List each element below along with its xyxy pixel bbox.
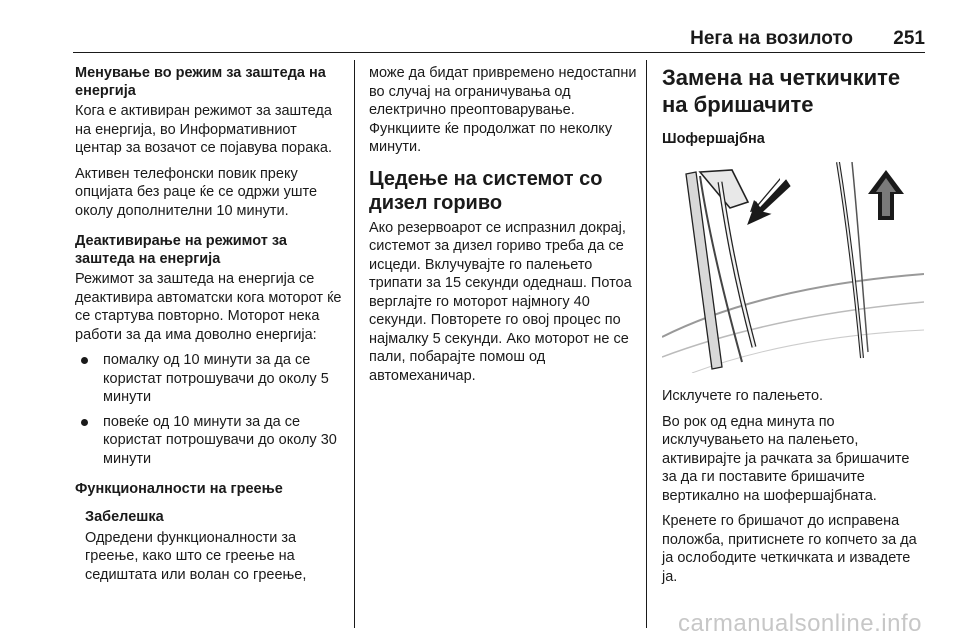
paragraph: Исклучете го палењето. xyxy=(662,388,824,404)
wiper-illustration xyxy=(662,162,924,373)
page-title: Нега на возилото xyxy=(690,28,853,49)
paragraph: Режимот за заштеда на енергија се деактивира автоматски кога моторот ќе се стартува повторно. Моторот нека работи за да има доволно енергија: xyxy=(75,271,342,343)
heading-wiper-replacement: Замена на четкичките на бришачите xyxy=(662,65,901,117)
paragraph: Кренете го бришачот до исправена положба, притиснете го копчето за да ја ослободите четкичката и извадете ја. xyxy=(662,513,917,585)
heading-energy-save: Менување во режим за заштеда на енергија xyxy=(75,65,326,99)
heading-deactivate: Деактивирање на режимот за заштеда на енергија xyxy=(75,233,287,267)
column-2 xyxy=(369,64,637,392)
bullet-icon xyxy=(81,357,88,364)
note-text: Одредени функционалности за греење, како што се греење на седиштата или волан со греење, xyxy=(85,529,307,583)
list-item-text: помалку од 10 минути за да се користат потрошувачи до околу 5 минути xyxy=(103,352,329,405)
list-item-text: повеќе од 10 минути за да се користат потрошувачи до околу 30 минути xyxy=(103,413,337,467)
watermark: carmanualsonline.info xyxy=(678,610,922,637)
page-header xyxy=(73,22,925,52)
column-divider-1 xyxy=(354,60,355,628)
column-divider-2 xyxy=(646,60,647,628)
header-rule xyxy=(73,52,925,53)
heading-diesel: Цедење на системот со дизел гориво xyxy=(369,167,603,214)
paragraph: Ако резервоарот се испразнил докрај, системот за дизел гориво треба да се исцеди. Вклучувајте го палењето трипати за 15 секунди одеднаш. Потоа верглајте го моторот најмногу 40 секунди. Повторете го овој процес по најмалку 5 секунди. Ако моторот не се пали, побарајте помош од автомеханичар. xyxy=(369,219,632,384)
bullet-list xyxy=(75,351,347,468)
note-box xyxy=(75,508,347,584)
column-1 xyxy=(75,64,347,591)
heading-heating: Функционалности на греење xyxy=(75,481,283,497)
paragraph: може да бидат привремено недостапни во случај на ограничувања од електрично преоптоварување. Функциите ќе продолжат по неколку минути. xyxy=(369,65,637,155)
bullet-icon xyxy=(81,419,88,426)
page-number: 251 xyxy=(893,28,925,49)
paragraph: Кога е активиран режимот за заштеда на енергија, во Информативниот центар за возачот се појавува порака. xyxy=(75,103,333,156)
heading-windshield: Шофершајбна xyxy=(662,131,765,147)
note-title: Забелешка xyxy=(85,509,164,525)
paragraph: Во рок од една минута по исклучувањето на палењето, активирајте ја рачката за бришачите за да ги поставите бришачите вертикално на шофершајбната. xyxy=(662,413,910,504)
paragraph: Активен телефонски повик преку опцијата без раце ќе се одржи уште околу дополнителни 10 минути. xyxy=(75,165,318,219)
column-3 xyxy=(662,64,926,593)
list-item xyxy=(75,351,347,407)
list-item xyxy=(75,413,347,469)
